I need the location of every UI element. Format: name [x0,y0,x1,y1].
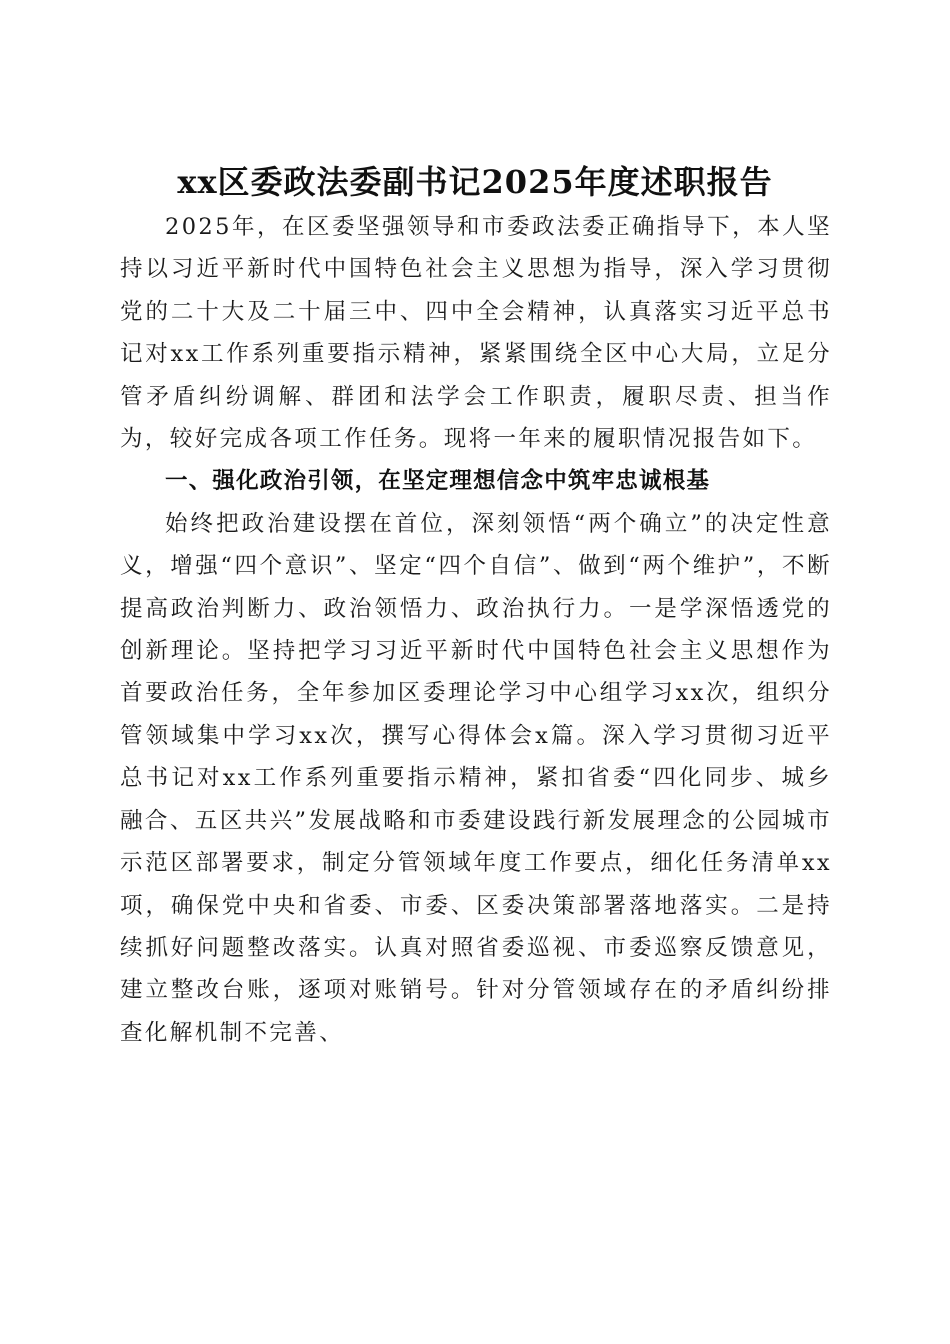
section-1-paragraph: 始终把政治建设摆在首位，深刻领悟“两个确立”的决定性意义，增强“四个意识”、坚定“四个自信”、做到“两个维护”，不断提高政治判断力、政治领悟力、政治执行力。一是学深悟透党的创新理论。坚持把学习习近平新时代中国特色社会主义思想作为首要政治任务，全年参加区委理论学习中心组学习xx次，组织分管领域集中学习xx次，撰写心得体会x篇。深入学习贯彻习近平总书记对xx工作系列重要指示精神，紧扣省委“四化同步、城乡融合、五区共兴”发展战略和市委建设践行新发展理念的公园城市示范区部署要求，制定分管领域年度工作要点，细化任务清单xx项，确保党中央和省委、市委、区委决策部署落地落实。二是持续抓好问题整改落实。认真对照省委巡视、市委巡察反馈意见，建立整改台账，逐项对账销号。针对分管领域存在的矛盾纠纷排查化解机制不完善、 [120,510,832,1046]
section-heading-1: 一、强化政治引领，在坚定理想信念中筑牢忠诚根基 [165,468,711,495]
document-title: xx区委政法委副书记2025年度述职报告 [177,163,773,202]
intro-paragraph: 2025年，在区委坚强领导和市委政法委正确指导下，本人坚持以习近平新时代中国特色社会主义思想为指导，深入学习贯彻党的二十大及二十届三中、四中全会精神，认真落实习近平总书记对xx工作系列重要指示精神，紧紧围绕全区中心大局，立足分管矛盾纠纷调解、群团和法学会工作职责，履职尽责、担当作为，较好完成各项工作任务。现将一年来的履职情况报告如下。 [120,214,832,453]
document-body [120,206,832,1054]
